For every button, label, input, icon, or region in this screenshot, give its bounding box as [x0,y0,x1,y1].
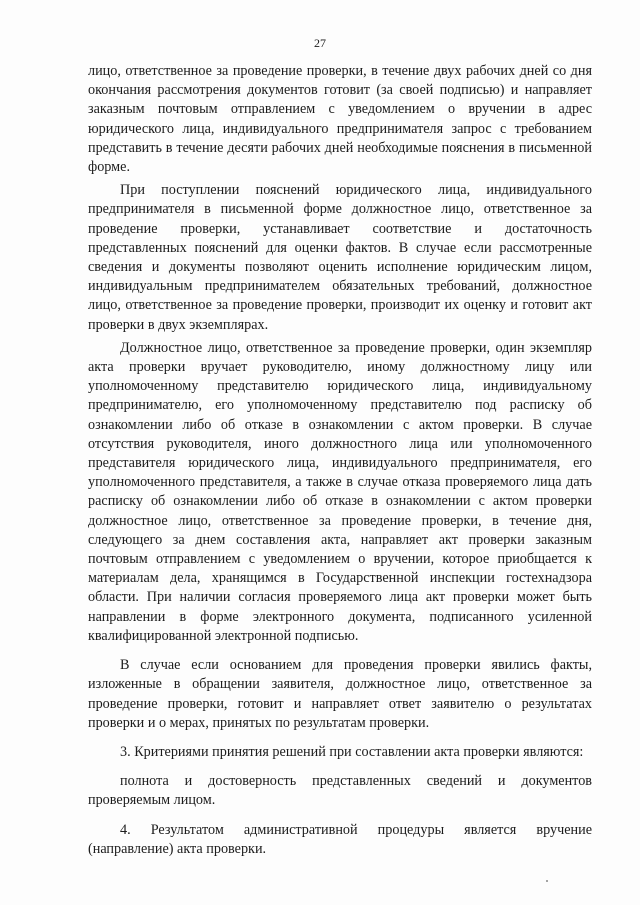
paragraph-explanations-received: При поступлении пояснений юридического лица, индивидуального предпринимателя в письменной форме должностное лицо, ответственное за проведение проверки, устанавливает соответствие и достаточность представленных пояснений для оценки фактов. В случае если рассмотренные сведения и документы позволяют оценить исполнение юридическим лицом, индивидуальным предпринимателем обязательных требований, должностное лицо, ответственное за проведение проверки, производит их оценку и готовит акт проверки в двух экземплярах. [88,182,592,333]
paragraph-continuation: лицо, ответственное за проведение проверки, в течение двух рабочих дней со дня окончания рассмотрения документов готовит (за своей подписью) и направляет заказным почтовым отправлением с уведомлением о вручении в адрес юридического лица, индивидуального предпринимателя запрос с требованием представить в течение десяти рабочих дней необходимые пояснения в письменной форме. [88,63,592,176]
paragraph-act-delivery: Должностное лицо, ответственное за проведение проверки, один экземпляр акта проверки вручает руководителю, иному должностному лицу или уполномоченному представителю юридического лица, индивидуальному предпринимателю, его уполномоченному представителю под расписку об ознакомлении либо об отказе в ознакомлении с актом проверки. В случае отсутствия руководителя, иного должностного лица или уполномоченного представителя юридического лица, индивидуального предпринимателя, его уполномочeнного представителя, а также в случае отказа проверяемого лица дать расписку об ознакомлении либо об отказе в ознакомлении с актом проверки должностное лицо, ответственное за проведение проверки, в течение дня, следующего за днем составления акта, направляет акт проверки заказным почтовым отправлением с уведомлением о вручении, которое приобщается к материалам дела, хранящимся в Государственной инспекции гостехнадзора области. При наличии согласия проверяемого лица акт проверки может быть направлении в форме электронного документа, подписанного усиленной квалифицированной электронной подписью. [88,339,592,644]
paragraph-criteria-item: полнота и достоверность представленных сведений и документов проверяемым лицом. [88,773,592,809]
paragraph-result: 4. Результатом административной процедуры является вручение (направление) акта проверки. [88,821,592,857]
scan-speck [546,880,548,882]
paragraph-applicant-response: В случае если основанием для проведения проверки явились факты, изложенные в обращении заявителя, должностное лицо, ответственное за проведение проверки, готовит и направляет ответ заявителю о результатах проверки и о мерах, принятых по результатам проверки. [88,657,592,731]
paragraph-criteria: 3. Критериями принятия решений при составлении акта проверки являются: [120,743,584,760]
page-number: 27 [314,36,326,50]
body-text [88,62,592,859]
